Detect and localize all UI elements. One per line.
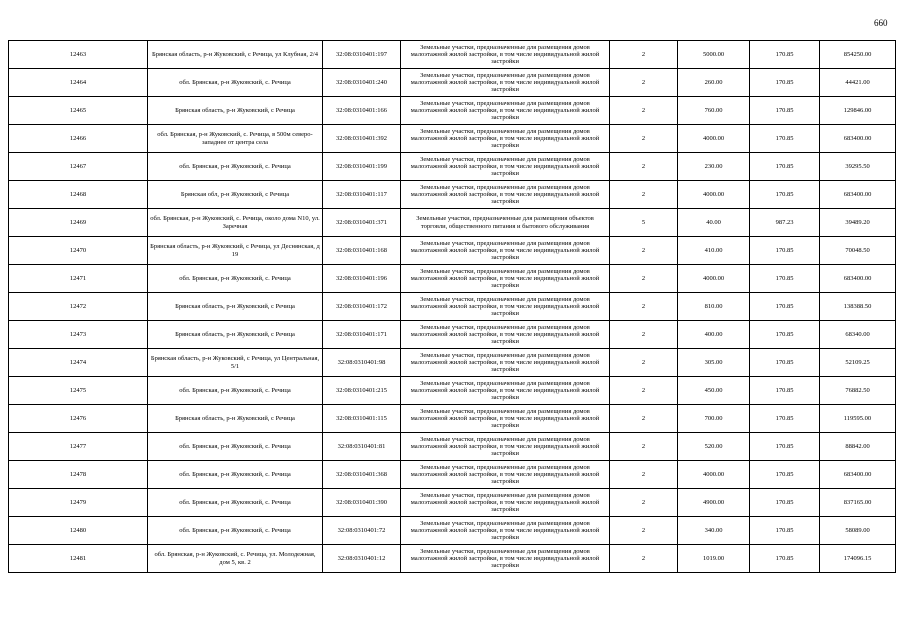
row-number-cell: 12470 <box>9 237 148 265</box>
address-cell: обл. Брянская, р-н Жуковский, с. Речица <box>148 265 323 293</box>
area-cell: 760.00 <box>678 97 750 125</box>
address-cell: обл. Брянская, р-н Жуковский, с. Речица, в 500м северо-западнее от центра села <box>148 125 323 153</box>
table-row <box>9 153 896 181</box>
area-cell: 450.00 <box>678 377 750 405</box>
area-cell: 230.00 <box>678 153 750 181</box>
row-number-cell: 12463 <box>9 41 148 69</box>
land-use-cell: Земельные участки, предназначенные для размещения домов малоэтажной жилой застройки, в том числе индивидуальной жилой застройки <box>401 545 610 573</box>
address-cell: обл. Брянская, р-н Жуковский, с. Речица <box>148 377 323 405</box>
specific-value-cell: 170.85 <box>750 405 820 433</box>
cadastral-number-cell: 32:08:0310401:390 <box>323 489 401 517</box>
address-cell: Брянская область, р-н Жуковский, с Речица <box>148 97 323 125</box>
table-row <box>9 433 896 461</box>
cadastral-number-cell: 32:08:0310401:168 <box>323 237 401 265</box>
cadastral-value-cell: 68340.00 <box>820 321 896 349</box>
cadastral-value-cell: 174096.15 <box>820 545 896 573</box>
land-use-cell: Земельные участки, предназначенные для размещения домов малоэтажной жилой застройки, в том числе индивидуальной жилой застройки <box>401 41 610 69</box>
address-cell: Брянская область, р-н Жуковский, с Речица <box>148 321 323 349</box>
cadastral-value-cell: 39489.20 <box>820 209 896 237</box>
row-number-cell: 12467 <box>9 153 148 181</box>
cadastral-number-cell: 32:08:0310401:371 <box>323 209 401 237</box>
cadastral-value-cell: 52109.25 <box>820 349 896 377</box>
specific-value-cell: 170.85 <box>750 321 820 349</box>
address-cell: обл. Брянская, р-н Жуковский, с. Речица <box>148 69 323 97</box>
land-use-cell: Земельные участки, предназначенные для размещения домов малоэтажной жилой застройки, в том числе индивидуальной жилой застройки <box>401 489 610 517</box>
cadastral-value-cell: 58089.00 <box>820 517 896 545</box>
specific-value-cell: 170.85 <box>750 97 820 125</box>
group-cell: 2 <box>610 69 678 97</box>
land-use-cell: Земельные участки, предназначенные для размещения домов малоэтажной жилой застройки, в том числе индивидуальной жилой застройки <box>401 461 610 489</box>
group-cell: 2 <box>610 377 678 405</box>
specific-value-cell: 170.85 <box>750 489 820 517</box>
table-row <box>9 265 896 293</box>
table-row <box>9 69 896 97</box>
table-row <box>9 97 896 125</box>
cadastral-number-cell: 32:08:0310401:117 <box>323 181 401 209</box>
group-cell: 2 <box>610 41 678 69</box>
area-cell: 810.00 <box>678 293 750 321</box>
table-row <box>9 209 896 237</box>
cadastral-value-cell: 119595.00 <box>820 405 896 433</box>
area-cell: 700.00 <box>678 405 750 433</box>
cadastral-number-cell: 32:08:0310401:171 <box>323 321 401 349</box>
specific-value-cell: 170.85 <box>750 461 820 489</box>
area-cell: 520.00 <box>678 433 750 461</box>
cadastral-value-cell: 138388.50 <box>820 293 896 321</box>
cadastral-value-cell: 88842.00 <box>820 433 896 461</box>
cadastral-number-cell: 32:08:0310401:196 <box>323 265 401 293</box>
specific-value-cell: 170.85 <box>750 433 820 461</box>
specific-value-cell: 170.85 <box>750 69 820 97</box>
land-use-cell: Земельные участки, предназначенные для размещения домов малоэтажной жилой застройки, в том числе индивидуальной жилой застройки <box>401 377 610 405</box>
row-number-cell: 12480 <box>9 517 148 545</box>
table-row <box>9 377 896 405</box>
specific-value-cell: 987.23 <box>750 209 820 237</box>
group-cell: 2 <box>610 545 678 573</box>
row-number-cell: 12471 <box>9 265 148 293</box>
land-use-cell: Земельные участки, предназначенные для размещения домов малоэтажной жилой застройки, в том числе индивидуальной жилой застройки <box>401 517 610 545</box>
group-cell: 2 <box>610 517 678 545</box>
area-cell: 4000.00 <box>678 265 750 293</box>
row-number-cell: 12475 <box>9 377 148 405</box>
address-cell: обл. Брянская, р-н Жуковский, с. Речица <box>148 517 323 545</box>
table-row <box>9 293 896 321</box>
area-cell: 4000.00 <box>678 125 750 153</box>
table-row <box>9 181 896 209</box>
specific-value-cell: 170.85 <box>750 545 820 573</box>
cadastral-number-cell: 32:08:0310401:199 <box>323 153 401 181</box>
specific-value-cell: 170.85 <box>750 293 820 321</box>
address-cell: Брянская обл, р-н Жуковский, с Речица <box>148 181 323 209</box>
area-cell: 5000.00 <box>678 41 750 69</box>
cadastral-number-cell: 32:08:0310401:392 <box>323 125 401 153</box>
cadastral-number-cell: 32:08:0310401:368 <box>323 461 401 489</box>
row-number-cell: 12469 <box>9 209 148 237</box>
area-cell: 260.00 <box>678 69 750 97</box>
group-cell: 2 <box>610 433 678 461</box>
specific-value-cell: 170.85 <box>750 377 820 405</box>
area-cell: 410.00 <box>678 237 750 265</box>
row-number-cell: 12466 <box>9 125 148 153</box>
group-cell: 2 <box>610 125 678 153</box>
cadastral-number-cell: 32:08:0310401:72 <box>323 517 401 545</box>
cadastral-number-cell: 32:08:0310401:166 <box>323 97 401 125</box>
table-row <box>9 405 896 433</box>
land-use-cell: Земельные участки, предназначенные для размещения домов малоэтажной жилой застройки, в том числе индивидуальной жилой застройки <box>401 153 610 181</box>
cadastral-value-cell: 854250.00 <box>820 41 896 69</box>
cadastral-number-cell: 32:08:0310401:12 <box>323 545 401 573</box>
area-cell: 340.00 <box>678 517 750 545</box>
area-cell: 1019.00 <box>678 545 750 573</box>
specific-value-cell: 170.85 <box>750 41 820 69</box>
area-cell: 305.00 <box>678 349 750 377</box>
table-row <box>9 321 896 349</box>
row-number-cell: 12474 <box>9 349 148 377</box>
cadastral-value-cell: 683400.00 <box>820 125 896 153</box>
cadastral-number-cell: 32:08:0310401:215 <box>323 377 401 405</box>
cadastral-number-cell: 32:08:0310401:115 <box>323 405 401 433</box>
group-cell: 2 <box>610 265 678 293</box>
table-row <box>9 349 896 377</box>
cadastral-number-cell: 32:08:0310401:81 <box>323 433 401 461</box>
row-number-cell: 12481 <box>9 545 148 573</box>
address-cell: обл. Брянская, р-н Жуковский, с. Речица, около дома N10, ул. Заречная <box>148 209 323 237</box>
group-cell: 2 <box>610 405 678 433</box>
address-cell: Брянская область, р-н Жуковский, с Речица, ул Центральная, 5/1 <box>148 349 323 377</box>
row-number-cell: 12464 <box>9 69 148 97</box>
row-number-cell: 12478 <box>9 461 148 489</box>
row-number-cell: 12468 <box>9 181 148 209</box>
specific-value-cell: 170.85 <box>750 517 820 545</box>
table-row <box>9 125 896 153</box>
address-cell: обл. Брянская, р-н Жуковский, с. Речица <box>148 489 323 517</box>
land-use-cell: Земельные участки, предназначенные для размещения домов малоэтажной жилой застройки, в том числе индивидуальной жилой застройки <box>401 293 610 321</box>
land-use-cell: Земельные участки, предназначенные для размещения домов малоэтажной жилой застройки, в том числе индивидуальной жилой застройки <box>401 69 610 97</box>
cadastral-value-cell: 683400.00 <box>820 181 896 209</box>
land-use-cell: Земельные участки, предназначенные для размещения домов малоэтажной жилой застройки, в том числе индивидуальной жилой застройки <box>401 181 610 209</box>
specific-value-cell: 170.85 <box>750 125 820 153</box>
specific-value-cell: 170.85 <box>750 153 820 181</box>
specific-value-cell: 170.85 <box>750 265 820 293</box>
cadastral-value-cell: 44421.00 <box>820 69 896 97</box>
cadastral-number-cell: 32:08:0310401:240 <box>323 69 401 97</box>
land-use-cell: Земельные участки, предназначенные для размещения домов малоэтажной жилой застройки, в том числе индивидуальной жилой застройки <box>401 97 610 125</box>
row-number-cell: 12476 <box>9 405 148 433</box>
group-cell: 2 <box>610 461 678 489</box>
group-cell: 2 <box>610 293 678 321</box>
cadastral-value-cell: 76882.50 <box>820 377 896 405</box>
land-parcels-table <box>8 40 896 573</box>
address-cell: Брянская область, р-н Жуковский, с Речица, ул Клубная, 2/4 <box>148 41 323 69</box>
land-use-cell: Земельные участки, предназначенные для размещения домов малоэтажной жилой застройки, в том числе индивидуальной жилой застройки <box>401 433 610 461</box>
address-cell: обл. Брянская, р-н Жуковский, с. Речица, ул. Молодежная, дом 5, кв. 2 <box>148 545 323 573</box>
land-use-cell: Земельные участки, предназначенные для размещения домов малоэтажной жилой застройки, в том числе индивидуальной жилой застройки <box>401 265 610 293</box>
specific-value-cell: 170.85 <box>750 349 820 377</box>
land-use-cell: Земельные участки, предназначенные для размещения домов малоэтажной жилой застройки, в том числе индивидуальной жилой застройки <box>401 349 610 377</box>
group-cell: 2 <box>610 321 678 349</box>
address-cell: обл. Брянская, р-н Жуковский, с. Речица <box>148 461 323 489</box>
cadastral-number-cell: 32:08:0310401:197 <box>323 41 401 69</box>
land-use-cell: Земельные участки, предназначенные для размещения домов малоэтажной жилой застройки, в том числе индивидуальной жилой застройки <box>401 405 610 433</box>
group-cell: 5 <box>610 209 678 237</box>
row-number-cell: 12473 <box>9 321 148 349</box>
cadastral-number-cell: 32:08:0310401:98 <box>323 349 401 377</box>
group-cell: 2 <box>610 489 678 517</box>
cadastral-value-cell: 683400.00 <box>820 461 896 489</box>
area-cell: 40.00 <box>678 209 750 237</box>
group-cell: 2 <box>610 181 678 209</box>
table-row <box>9 41 896 69</box>
row-number-cell: 12479 <box>9 489 148 517</box>
cadastral-value-cell: 70048.50 <box>820 237 896 265</box>
table-row <box>9 517 896 545</box>
address-cell: Брянская область, р-н Жуковский, с Речица <box>148 293 323 321</box>
row-number-cell: 12477 <box>9 433 148 461</box>
row-number-cell: 12465 <box>9 97 148 125</box>
table-row <box>9 489 896 517</box>
area-cell: 400.00 <box>678 321 750 349</box>
land-use-cell: Земельные участки, предназначенные для размещения домов малоэтажной жилой застройки, в том числе индивидуальной жилой застройки <box>401 125 610 153</box>
group-cell: 2 <box>610 349 678 377</box>
table-row <box>9 237 896 265</box>
specific-value-cell: 170.85 <box>750 181 820 209</box>
address-cell: обл. Брянская, р-н Жуковский, с. Речица <box>148 153 323 181</box>
cadastral-value-cell: 683400.00 <box>820 265 896 293</box>
address-cell: Брянская область, р-н Жуковский, с Речица, ул Деснянская, д 19 <box>148 237 323 265</box>
land-use-cell: Земельные участки, предназначенные для размещения домов малоэтажной жилой застройки, в том числе индивидуальной жилой застройки <box>401 321 610 349</box>
table-row <box>9 545 896 573</box>
area-cell: 4000.00 <box>678 461 750 489</box>
cadastral-value-cell: 39295.50 <box>820 153 896 181</box>
cadastral-value-cell: 837165.00 <box>820 489 896 517</box>
area-cell: 4900.00 <box>678 489 750 517</box>
cadastral-number-cell: 32:08:0310401:172 <box>323 293 401 321</box>
page-number: 660 <box>874 18 888 28</box>
group-cell: 2 <box>610 237 678 265</box>
address-cell: Брянская область, р-н Жуковский, с Речица <box>148 405 323 433</box>
table-row <box>9 461 896 489</box>
cadastral-value-cell: 129846.00 <box>820 97 896 125</box>
area-cell: 4000.00 <box>678 181 750 209</box>
specific-value-cell: 170.85 <box>750 237 820 265</box>
land-use-cell: Земельные участки, предназначенные для размещения домов малоэтажной жилой застройки, в том числе индивидуальной жилой застройки <box>401 237 610 265</box>
address-cell: обл. Брянская, р-н Жуковский, с. Речица <box>148 433 323 461</box>
land-use-cell: Земельные участки, предназначенные для размещения объектов торговли, общественного питания и бытового обслуживания <box>401 209 610 237</box>
group-cell: 2 <box>610 153 678 181</box>
row-number-cell: 12472 <box>9 293 148 321</box>
group-cell: 2 <box>610 97 678 125</box>
